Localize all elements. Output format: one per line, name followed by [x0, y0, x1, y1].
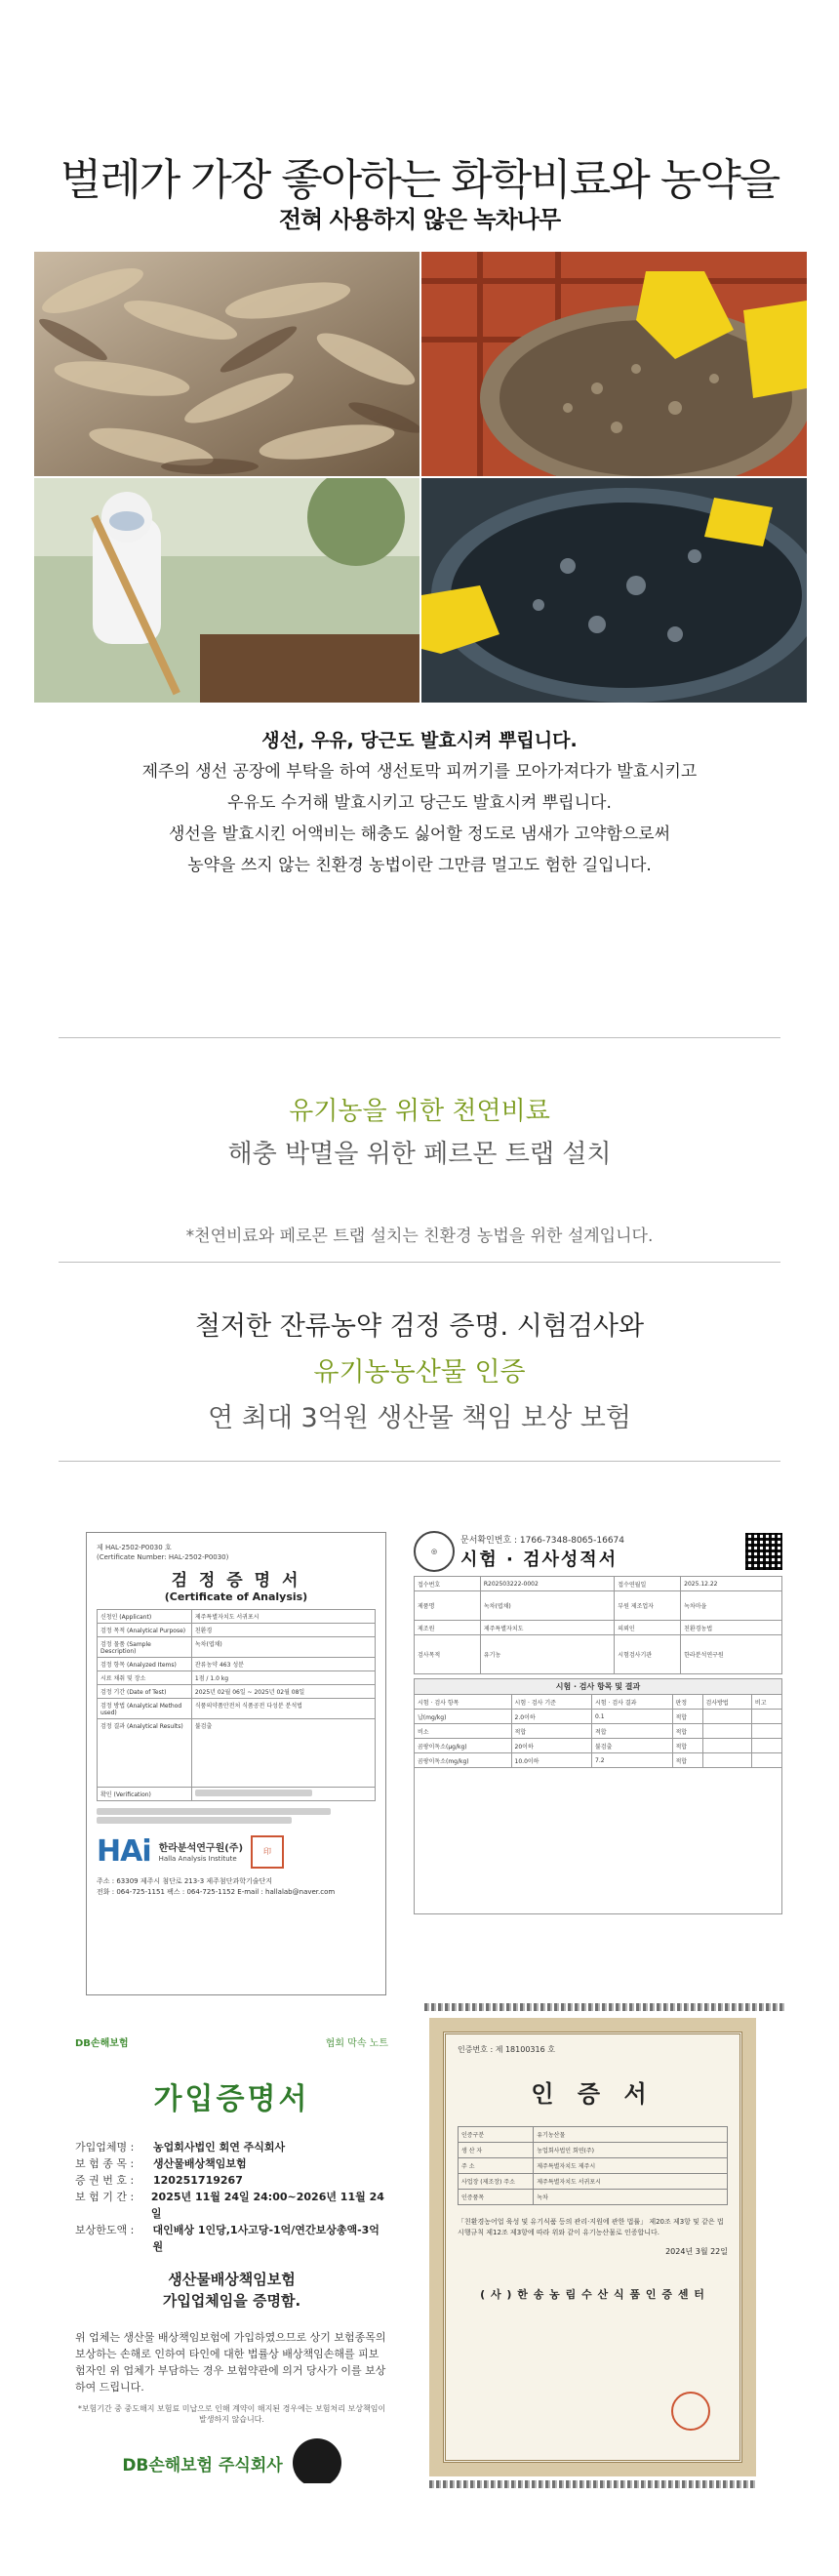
institute-logo-row [97, 1834, 376, 1869]
worker-stirring-barrel-photo [34, 478, 420, 703]
institute-name-en: Halla Analysis Institute [158, 1855, 237, 1863]
table-cell: 주 소 [459, 2158, 534, 2174]
analysis-table [97, 1609, 376, 1801]
table-header: 판정 [672, 1695, 702, 1710]
insurance-proof-line-1: 생산물배상책임보험 [168, 2271, 296, 2288]
table-cell: R202503222-0002 [480, 1577, 614, 1591]
table-cell: 20이하 [511, 1739, 591, 1753]
table-cell: 잔류농약 463 성분 [191, 1658, 375, 1671]
description-line: 제주의 생선 공장에 부탁을 하여 생선토막 피꺼기를 모아가져다가 발효시키고 [141, 762, 698, 782]
photo-grid [34, 252, 805, 701]
insurance-certificate [63, 2025, 400, 2483]
company-seal-icon [293, 2438, 341, 2483]
insurance-top-right-label: 협회 막속 노트 [325, 2038, 388, 2049]
redacted-strip [429, 2480, 756, 2488]
redacted-strip [424, 2003, 785, 2011]
organic-cert-title: 인 증 서 [531, 2080, 655, 2108]
hai-logo: HAi [97, 1834, 151, 1869]
organic-fertilizer-heading: 유기농을 위한 천연비료 [289, 1097, 550, 1126]
table-cell: 인증구분 [459, 2127, 534, 2143]
report-info-table [414, 1576, 782, 1674]
table-cell: 생 산 자 [459, 2143, 534, 2158]
certification-line-2: 유기농농산물 인증 [313, 1357, 526, 1388]
table-cell: 녹차마을 [681, 1591, 782, 1621]
row-label: 보상한도액 : [75, 2224, 135, 2236]
table-cell: 제주특별자치도 서귀포시 [534, 2174, 728, 2190]
table-cell: 적합 [592, 1724, 672, 1739]
table-row [415, 1724, 782, 1739]
table-cell: 사업장 (제조장) 주소 [459, 2174, 534, 2190]
row-value: 120251719267 [153, 2174, 243, 2187]
table-cell: 검정 물품 (Sample Description) [98, 1637, 192, 1658]
certificate-number: 제 HAL-2502-P0030 호 [97, 1544, 172, 1551]
table-cell: 납(mg/kg) [415, 1710, 512, 1724]
table-cell: 제조원 [415, 1621, 481, 1635]
red-seal-icon [671, 2392, 710, 2431]
insurance-proof-line-2: 가입업체임을 증명함. [162, 2292, 301, 2310]
table-cell: 적합 [672, 1724, 702, 1739]
certificate-footnote [97, 1807, 376, 1825]
table-cell: 검정 항목 (Analyzed Items) [98, 1658, 192, 1671]
table-cell: 제품명 [415, 1591, 481, 1621]
table-row [415, 1710, 782, 1724]
red-seal-icon: 印 [251, 1835, 284, 1869]
row-label: 보 험 종 목 : [75, 2157, 135, 2170]
table-header: 시험 · 검사 기준 [511, 1695, 591, 1710]
results-section-title: 시험 · 검사 항목 및 결과 [415, 1679, 782, 1695]
table-cell: 한라분석연구원 [681, 1635, 782, 1674]
description-line: 생선을 발효시킨 어액비는 해충도 싫어할 정도로 냄새가 고약함으로써 [168, 825, 671, 844]
table-cell: 확인 (Verification) [98, 1788, 192, 1801]
table-cell: 곰팡이독소(μg/kg) [415, 1739, 512, 1753]
redacted-text [97, 1817, 292, 1824]
table-cell: 10.0이하 [511, 1753, 591, 1768]
row-value: 대인배상 1인당,1사고당-1억/연간보상총액-3억원 [152, 2224, 380, 2253]
section-divider [59, 1037, 780, 1038]
table-cell: 적합 [672, 1753, 702, 1768]
table-cell: 친환경 [191, 1624, 375, 1637]
description-line: 농약을 쓰지 않는 친환경 농법이란 그만큼 멀고도 험한 길입니다. [187, 856, 652, 875]
insurance-company-name: DB손해보험 주식회사 [122, 2455, 283, 2475]
government-seal-icon: ◎ [414, 1531, 455, 1572]
table-cell: 제주특별자치도 서귀포시 [191, 1610, 375, 1624]
table-cell: 녹차 [534, 2190, 728, 2205]
table-cell: 불검출 [592, 1739, 672, 1753]
table-cell: 식품의약품안전처 식품공전 다성분 분석법 [191, 1699, 375, 1719]
row-value: 생산물배상책임보험 [153, 2157, 247, 2170]
table-cell: 제주특별자치도 [480, 1621, 614, 1635]
hero-subtitle: 전혀 사용하지 않은 녹차나무 [278, 206, 561, 233]
insurance-row [75, 2172, 388, 2189]
table-cell: 접수번호 [415, 1577, 481, 1591]
table-cell: 비소 [415, 1724, 512, 1739]
table-cell: 검사목적 [415, 1635, 481, 1674]
table-header: 시험 · 검사 항목 [415, 1695, 512, 1710]
table-cell: 접수연월일 [615, 1577, 681, 1591]
table-cell: 녹차(엽채) [191, 1637, 375, 1658]
table-cell: 검정 기간 (Date of Test) [98, 1685, 192, 1699]
insurance-small-print: *보험기간 중 중도해지 보험료 미납으로 인해 계약이 해지된 경우에는 보험처리 보상책임이 발생하지 않습니다. [77, 2404, 386, 2424]
organic-cert-date: 2024년 3월 22일 [665, 2247, 728, 2256]
table-cell: 2025년 02월 06일 ~ 2025년 02월 08일 [191, 1685, 375, 1699]
hero-title: 벌레가 가장 좋아하는 화학비료와 농약을 [60, 155, 779, 205]
row-label: 증 권 번 호 : [75, 2174, 135, 2187]
table-cell: 인증품목 [459, 2190, 534, 2205]
table-row [415, 1753, 782, 1768]
table-cell: 친환경농법 [681, 1621, 782, 1635]
table-cell: 제주특별자치도 제주시 [534, 2158, 728, 2174]
institute-name: 한라분석연구원(주) [158, 1843, 244, 1854]
table-cell: 0.1 [592, 1710, 672, 1724]
qr-code-icon [745, 1533, 782, 1570]
certification-line-1: 철저한 잔류농약 검정 증명. 시험검사와 [194, 1311, 645, 1342]
table-cell: 2.0이하 [511, 1710, 591, 1724]
table-cell: 유기농산물 [534, 2127, 728, 2143]
report-title: 시험 · 검사성적서 [460, 1549, 619, 1570]
redacted-text [195, 1790, 312, 1796]
report-header [414, 1531, 782, 1572]
institute-address: 주소 : 63309 제주시 첨단로 213-3 제주첨단과학기술단지 [97, 1877, 273, 1885]
table-header: 비고 [751, 1695, 781, 1710]
table-cell: 시험검사기관 [615, 1635, 681, 1674]
insurance-row [75, 2139, 388, 2155]
report-results-table [414, 1678, 782, 1914]
organic-cert-organization: ( 사 ) 한 송 농 림 수 산 식 품 인 증 센 터 [480, 2288, 705, 2301]
table-cell: 7.2 [592, 1753, 672, 1768]
institute-phone: 전화 : 064-725-1151 팩스 : 064-725-1152 E-mail : hallalab@naver.com [97, 1888, 336, 1896]
table-cell: 검정 결과 (Analytical Results) [98, 1719, 192, 1788]
row-label: 가입업체명 : [75, 2141, 135, 2153]
table-cell: 의뢰인 [615, 1621, 681, 1635]
table-cell: 적합 [672, 1710, 702, 1724]
description-title: 생선, 우유, 당근도 발효시켜 뿌립니다. [261, 730, 578, 751]
certificate-number-en: (Certificate Number: HAL-2502-P0030) [97, 1553, 229, 1561]
table-cell: 검정 방법 (Analytical Method used) [98, 1699, 192, 1719]
insurance-row [75, 2189, 388, 2222]
table-cell: 불검출 [191, 1719, 375, 1788]
section-divider [59, 1461, 780, 1462]
section-divider [59, 1262, 780, 1263]
certificate-title-en: (Certificate of Analysis) [164, 1590, 308, 1603]
organic-note: *천연비료와 페로몬 트랩 설치는 친환경 농법을 위한 설계입니다. [185, 1227, 654, 1246]
row-value: 2025년 11월 24일 24:00~2026년 11월 24일 [150, 2191, 384, 2220]
table-cell: 시료 채취 및 장소 [98, 1671, 192, 1685]
row-value: 농업회사법인 회연 주식회사 [153, 2141, 286, 2153]
description-line: 우유도 수거해 발효시키고 당근도 발효시켜 뿌립니다. [227, 793, 612, 813]
insurance-body: 위 업체는 생산물 배상책임보험에 가입하였으므로 상기 보험종목의 보상하는 손해로 인하여 타인에 대한 법률상 배상책임손해를 피보험자인 위 업체가 부담하는 경우 보험약관에 의거 당사가 이를 보상하여 드립니다. [75, 2331, 386, 2394]
table-cell: 녹차(엽채) [480, 1591, 614, 1621]
row-label: 보 험 기 간 : [75, 2191, 135, 2203]
analysis-certificate [86, 1532, 386, 1995]
insurance-title: 가입증명서 [153, 2082, 310, 2116]
table-cell: 적합 [511, 1724, 591, 1739]
table-cell: 신청인 (Applicant) [98, 1610, 192, 1624]
table-cell: 1점 / 1.0 kg [191, 1671, 375, 1685]
insurance-signature [75, 2438, 388, 2483]
certificate-title: 검 정 증 명 서 [171, 1571, 301, 1590]
redacted-text [97, 1808, 331, 1815]
insurance-row [75, 2155, 388, 2172]
table-row [415, 1739, 782, 1753]
test-report-certificate [408, 1527, 788, 1995]
fish-fermentation-tank-photo [421, 478, 807, 703]
fermented-compost-bucket-photo [421, 252, 807, 476]
organic-cert-number: 인증번호 : 제 18100316 호 [458, 2045, 555, 2054]
table-cell: 농업회사법인 회연(주) [534, 2143, 728, 2158]
organic-certificate [429, 2018, 756, 2476]
dried-fish-pile-photo [34, 252, 420, 476]
certification-line-3: 연 최대 3억원 생산물 책임 보상 보험 [208, 1403, 631, 1433]
table-cell: 검정 목적 (Analytical Purpose) [98, 1624, 192, 1637]
table-cell [415, 1768, 782, 1914]
table-cell: 곰팡이독소(mg/kg) [415, 1753, 512, 1768]
pheromone-trap-heading: 해충 박멸을 위한 페르몬 트랩 설치 [227, 1140, 612, 1169]
table-header: 시험 · 검사 결과 [592, 1695, 672, 1710]
organic-cert-table [458, 2126, 728, 2205]
table-cell: 2025.12.22 [681, 1577, 782, 1591]
insurance-row [75, 2222, 388, 2255]
table-cell [191, 1788, 375, 1801]
table-cell: 부원 제조업자 [615, 1591, 681, 1621]
table-header: 검사방법 [702, 1695, 751, 1710]
table-cell: 유기농 [480, 1635, 614, 1674]
table-cell: 적합 [672, 1739, 702, 1753]
organic-cert-body: 「친환경농어업 육성 및 유기식품 등의 관리·지원에 관한 법률」 제20조 제3항 및 같은 법 시행규칙 제12조 제3항에 따라 위와 같이 유기농산물로 인증합니다. [458, 2218, 724, 2236]
db-insurance-logo: DB손해보험 [75, 2038, 129, 2049]
document-check-number: 문서확인번호 : 1766-7348-8065-16674 [460, 1535, 625, 1546]
